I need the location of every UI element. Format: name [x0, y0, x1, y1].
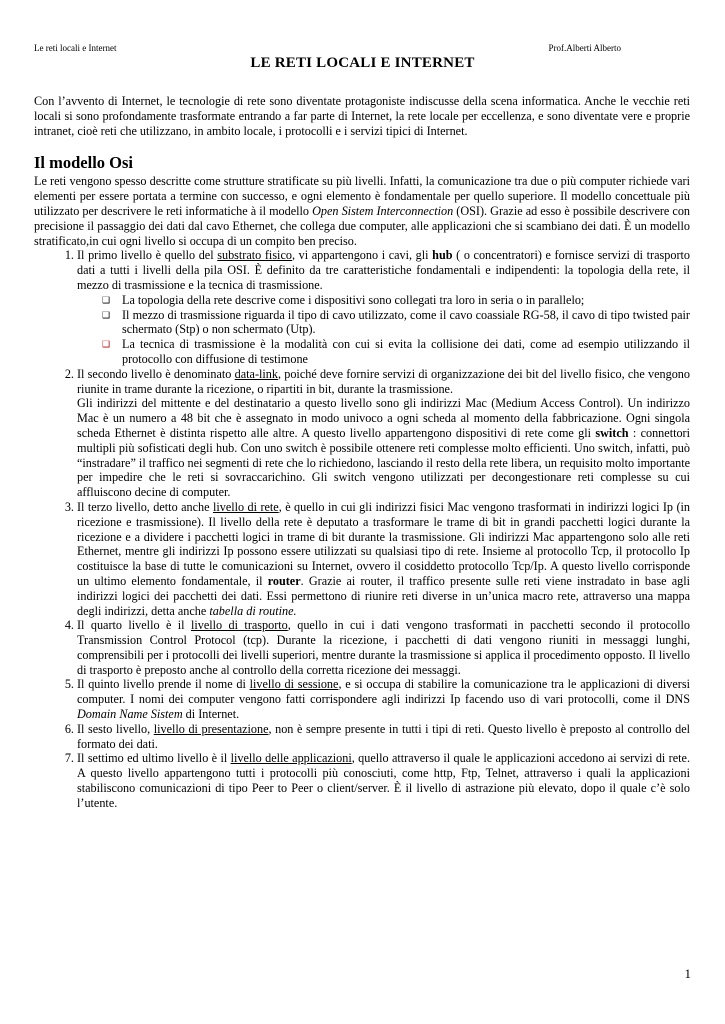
level-1-bullets [77, 293, 690, 367]
term-switch: switch [595, 425, 629, 440]
term-livello-di-trasporto: livello di trasporto [190, 618, 288, 633]
document-body [34, 94, 690, 811]
list-item-level-4: 4. Il quarto livello è il livello di trasporto, quello in cui i dati vengono trasformati in pacchetti secondo il protocollo Transmission Control Protocol (tcp). Durante la ricezione, i pacchetti di dati vengono riuniti in messaggi lunghi, comprensibili per i protocolli dei livelli superiori, mentre durante la trasmissione si applica il procedimento opposto. Il livello di trasporto è preposto anche al controllo della corretta ricezione dei messaggi. [77, 618, 690, 677]
list-item-level-2: 2. Il secondo livello è denominato data-link, poiché deve fornire servizi di organizzazione dei bit del livello fisico, che vengono riunite in trame durante la ricezione, o ripartiti in bit, durante la trasmissione. Gli indirizzi del mittente e del destinatario a questo livello sono gli indirizzi Mac (Medium Access Control). Un indirizzo Mac è un numero a 48 bit che è assegnato in modo univoco a ogni scheda al momento della fabbricazione. Ogni singola scheda Ethernet è distinta rispetto alle altre. A questo livello appartengono dispositivi di rete come gli switch : connettori multipli più sofisticati degli hub. Con uno switch è possibile ottenere reti complesse molto efficienti. Uno switch, infatti, può “instradare” il traffico nei segmenti di rete che lo richiedono, lasciando il resto della rete libera, un requisito molto importante per impedire che le reti si sovraccarichino. Gli switch vengono utilizzati per decongestionare reti complesse su cui affluiscono decine di computer. [77, 367, 690, 500]
bullet-item: ❑ La tecnica di trasmissione è la modalità con cui si evita la collisione dei dati, come ad esempio utilizzando il protocollo con diffusione di testimone [102, 337, 690, 366]
list-item-level-6: 6. Il sesto livello, livello di presentazione, non è sempre presente in tutti i tipi di reti. Questo livello è preposto al controllo del formato dei dati. [77, 722, 690, 752]
checkbox-bullet-icon: ❑ [102, 309, 111, 320]
term-livello-delle-applicazioni: livello delle applicazioni [230, 751, 352, 766]
term-substrato-fisico: substrato fisico [217, 248, 292, 263]
bullet-item: ❑ Il mezzo di trasmissione riguarda il tipo di cavo utilizzato, come il cavo coassiale RG-58, il cavo di tipo twisted pair schermato (Stp) o non schermato (Utp). [102, 307, 690, 337]
list-item-level-3: 3. Il terzo livello, detto anche livello di rete, è quello in cui gli indirizzi fisici Mac vengono trasformati in indirizzi logici Ip (in ricezione e trasmissione). Il livello della rete è deputato a trasformare le trame di bit in grandi pacchetti logici durante la ricezione e a dividere i pacchetti logici in trame di bit durante la trasmissione. Gli indirizzi Mac appartengono solo alle reti Ethernet, mentre gli indirizzi Ip possono essere utilizzati su qualsiasi tipo di rete. Insieme al protocollo Tcp, il protocollo Ip costituisce la base di tutte le comunicazioni su Internet, ovvero il cosiddetto protocollo Tcp/Ip. A questo livello corrisponde un ultimo elemento fondamentale, il router. Grazie ai router, il traffico presente sulle reti viene instradato in base agli indirizzi logici dei pacchetti dei dati. Essi permettono di riunire reti diverse in un’unica macro rete, attraverso una mappa degli indirizzi, detta anche tabella di routine. [77, 500, 690, 618]
checkbox-bullet-icon: ❑ [102, 339, 111, 350]
osi-paragraph: Le reti vengono spesso descritte come strutture stratificate su più livelli. Infatti, la comunicazione tra due o più computer richiede vari elementi per essere portata a termine con successo, e ogni elemento è fondamentale per quello superiore. Il modello concettuale più utilizzato per descrivere le reti informatiche à il modello Open Sistem Interconnection (OSI). Grazie ad esso è possibile descrivere con precisione il passaggio dei dati dal cavo Ethernet, che collega due computer, alle applicazioni che si scambiano dei dati. È un modello stratificato,in cui ogni livello si occupa di un compito ben preciso. [34, 174, 691, 248]
osi-levels-list [34, 248, 690, 810]
bullet-item: ❑ La topologia della rete descrive come i dispositivi sono collegati tra loro in seria o in parallelo; [102, 292, 585, 307]
document-title: LE RETI LOCALI E INTERNET [250, 55, 475, 71]
list-item-level-1: 1. Il primo livello è quello del substrato fisico, vi appartengono i cavi, gli hub ( o concentratori) e fornisce servizi di trasporto dati a tutti i livelli della pila OSI. È definito da tre caratteristiche fondamentali e indipendenti: la topologia della rete, il mezzo di trasmissione e la tecnica di trasmissione. ❑ La topologia della rete descrive come i dispositivi sono collegati tra loro in seria o in parallelo; ❑ Il mezzo di trasmissione riguarda il tipo di cavo utilizzato, come il cavo coassiale RG-58, il cavo di tipo twisted pair schermato (Stp) o non schermato (Utp). ❑ La tecnica di trasmissione è la modalità con cui si evita la collisione dei dati, come ad esempio utilizzando il protocollo con diffusione di testimone [77, 248, 690, 366]
osi-term: Open Sistem Interconnection [312, 203, 454, 218]
list-item-level-7: 7. Il settimo ed ultimo livello è il livello delle applicazioni, quello attraverso il quale le applicazioni accedono ai servizi di rete. A questo livello appartengono tutti i protocolli più conosciuti, come http, Ftp, Telnet, attraverso i quali la applicazioni stabiliscono comunicazioni di tipo Peer to Peer o client/server. È il livello di astrazione più elevato, dopo il quale c’è solo l’utente. [77, 751, 690, 810]
term-data-link: data-link [234, 366, 278, 381]
term-livello-di-rete: livello di rete [212, 499, 279, 514]
term-livello-di-sessione: livello di sessione [249, 677, 339, 692]
term-router: router [267, 573, 301, 588]
term-livello-di-presentazione: livello di presentazione [153, 721, 269, 736]
page-number: 1 [684, 966, 691, 981]
term-tabella-di-routine: tabella di routine. [209, 603, 297, 618]
section-heading: Il modello Osi [34, 153, 134, 173]
intro-paragraph: Con l’avvento di Internet, le tecnologie di rete sono diventate protagoniste indiscusse della scena informatica. Anche le vecchie reti locali si sono profondamente trasformate entrando a far parte di Internet, la rete locale per eccellenza, e sono diventate vere e proprie intranet, cioè reti che utilizzano, in ambito locale, i protocolli e i servizi tipici di Internet. [34, 94, 690, 138]
header-right: Prof.Alberti Alberto [548, 43, 621, 53]
checkbox-bullet-icon: ❑ [102, 294, 111, 305]
term-hub: hub [432, 248, 453, 263]
term-domain-name-sistem: Domain Name Sistem [77, 707, 183, 722]
header-left: Le reti locali e Internet [34, 43, 117, 53]
list-item-level-5: 5. Il quinto livello prende il nome di livello di sessione, e si occupa di stabilire la comunicazione tra le applicazioni di diversi computer. I nomi dei computer vengono fatti corrispondere agli indirizzi Ip facendo uso di vari protocolli, come il DNS Domain Name Sistem di Internet. [77, 677, 690, 721]
